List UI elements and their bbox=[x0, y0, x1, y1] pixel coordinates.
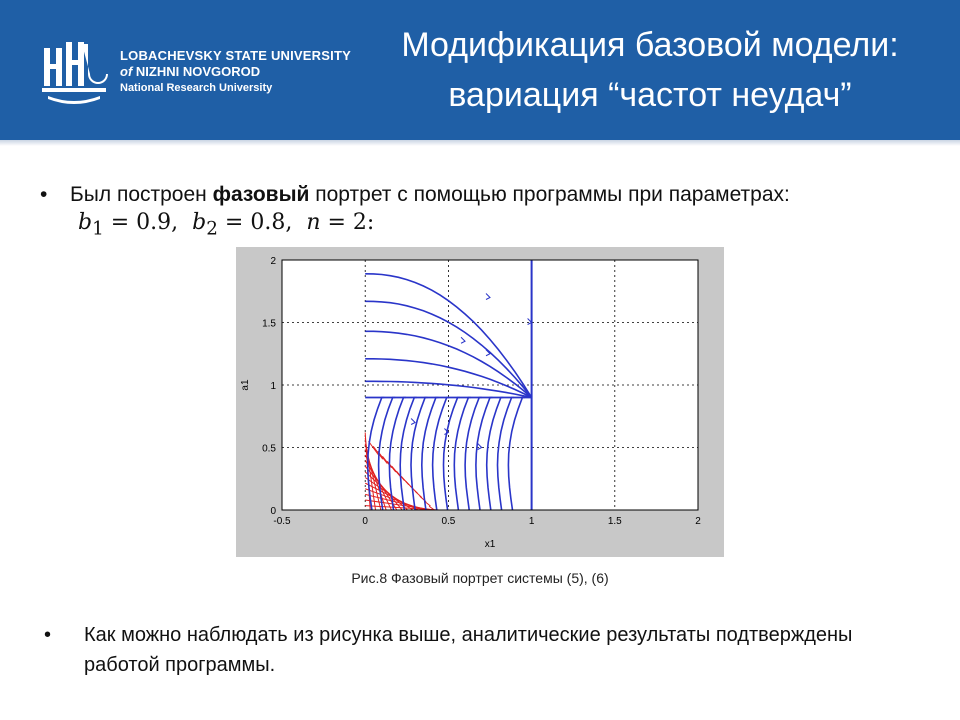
figure-caption: Рис.8 Фазовый портрет системы (5), (6) bbox=[351, 570, 609, 586]
slide-title-line2: вариация “частот неудач” bbox=[448, 76, 852, 114]
y-tick-label: 0 bbox=[270, 506, 276, 517]
y-tick-label: 1 bbox=[270, 381, 276, 392]
phase-portrait-plot bbox=[236, 247, 724, 557]
university-logo bbox=[40, 38, 110, 104]
university-line3: National Research University bbox=[120, 82, 273, 94]
bullet-marker: • bbox=[40, 183, 48, 206]
slide-title bbox=[350, 20, 950, 120]
header-bar bbox=[0, 0, 960, 140]
university-line1: LOBACHEVSKY STATE UNIVERSITY bbox=[120, 48, 351, 63]
phase-portrait-figure bbox=[236, 247, 724, 557]
x-tick-label: 0 bbox=[362, 516, 368, 527]
university-name bbox=[120, 48, 351, 96]
y-tick-label: 2 bbox=[270, 256, 276, 267]
x-tick-label: 2 bbox=[695, 516, 701, 527]
bullet-marker: • bbox=[44, 624, 52, 646]
x-tick-label: 1 bbox=[528, 516, 535, 527]
university-line2: of NIZHNI NOVGOROD bbox=[120, 64, 261, 79]
bullet-intro-text: Был построен фазовый портрет с помощью программы при параметрах: bbox=[70, 183, 790, 206]
bullet-conclusion-text: Как можно наблюдать из рисунка выше, аналитические результаты подтверждены работой программы. bbox=[84, 624, 853, 676]
x-tick-label: -0.5 bbox=[273, 516, 291, 527]
y-tick-label: 1.5 bbox=[262, 318, 276, 330]
x-axis-label: x1 bbox=[484, 539, 496, 550]
y-axis-label: a1 bbox=[240, 379, 251, 391]
parameter-formula: $b_1 = 0.9$, $b_2 = 0.8$, n = 2: bbox=[78, 210, 375, 240]
header-shadow bbox=[0, 140, 960, 146]
slide-title-line1: Модификация базовой модели: bbox=[401, 26, 899, 64]
x-tick-label: 1.5 bbox=[607, 516, 622, 527]
y-tick-label: 0.5 bbox=[262, 443, 276, 455]
x-tick-label: 0.5 bbox=[441, 516, 456, 527]
